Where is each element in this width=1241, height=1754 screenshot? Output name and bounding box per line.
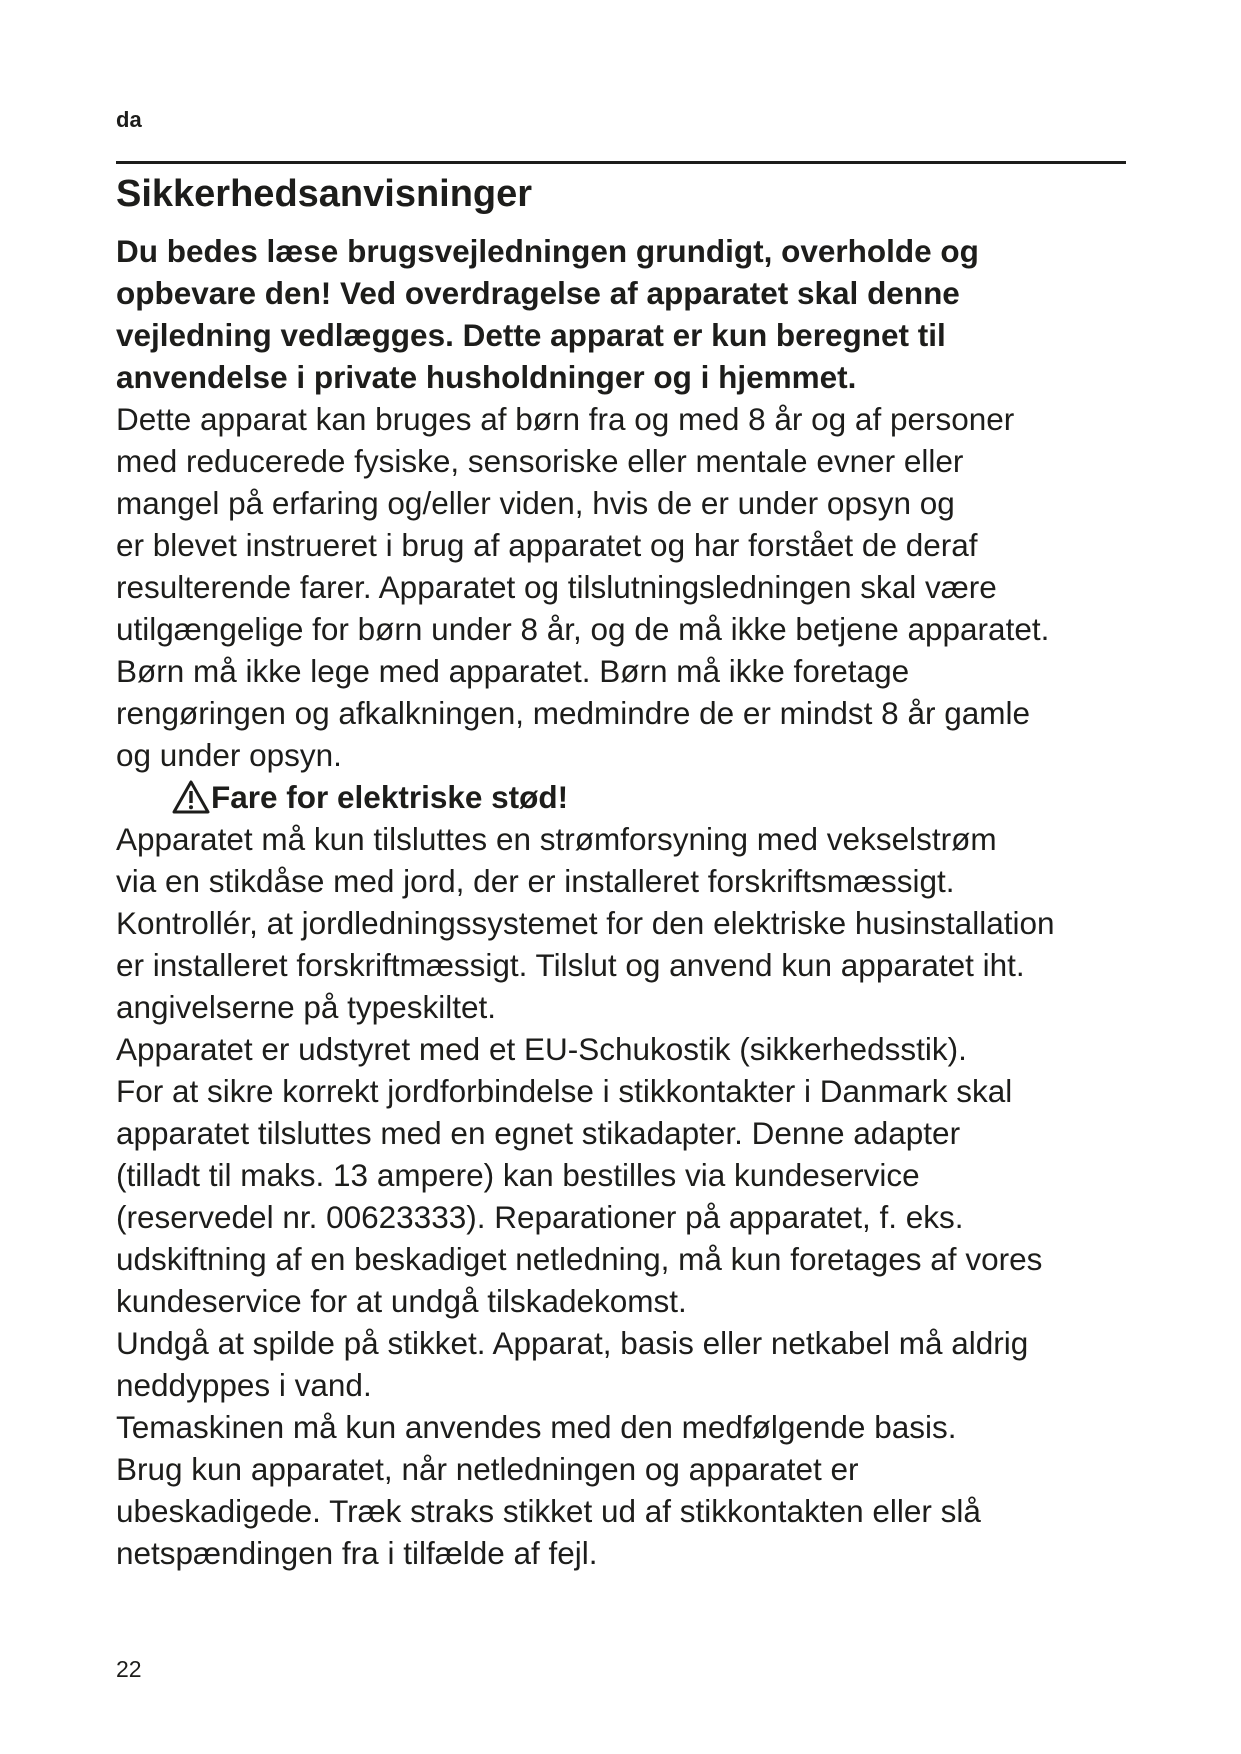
paragraph-line: neddyppes i vand. <box>116 1367 372 1403</box>
language-code: da <box>116 107 142 132</box>
warning-title: Fare for elektriske stød! <box>211 779 569 815</box>
section-title: Sikkerhedsanvisninger <box>116 173 533 215</box>
header-rule <box>116 161 1126 164</box>
safety-instructions-body <box>116 230 1136 1574</box>
paragraph-line: apparatet tilsluttes med en egnet stikadapter. Denne adapter <box>116 1115 961 1151</box>
paragraph-line: Apparatet må kun tilsluttes en strømforsyning med vekselstrøm <box>116 821 997 857</box>
paragraph-line: Temaskinen må kun anvendes med den medfølgende basis. <box>116 1409 957 1445</box>
paragraph-line: med reducerede fysiske, sensoriske eller mentale evner eller <box>116 443 964 479</box>
warning-triangle-icon <box>171 779 211 815</box>
paragraph-line: og under opsyn. <box>116 737 342 773</box>
paragraph-line: Apparatet er udstyret med et EU-Schukostik (sikkerhedsstik). <box>116 1031 967 1067</box>
paragraph-line: netspændingen fra i tilfælde af fejl. <box>116 1535 598 1571</box>
intro-line: vejledning vedlægges. Dette apparat er kun beregnet til <box>116 317 946 353</box>
intro-line: opbevare den! Ved overdragelse af apparatet skal denne <box>116 275 960 311</box>
paragraph-line: mangel på erfaring og/eller viden, hvis de er under opsyn og <box>116 485 955 521</box>
paragraph-line: kundeservice for at undgå tilskadekomst. <box>116 1283 687 1319</box>
intro-line: anvendelse i private husholdninger og i hjemmet. <box>116 359 857 395</box>
intro-bold-paragraph <box>116 230 1136 398</box>
paragraph-line: Kontrollér, at jordledningssystemet for den elektriske husinstallation <box>116 905 1055 941</box>
paragraph-line: angivelserne på typeskiltet. <box>116 989 496 1025</box>
paragraph-line: (reservedel nr. 00623333). Reparationer på apparatet, f. eks. <box>116 1199 964 1235</box>
paragraph-line: For at sikre korrekt jordforbindelse i stikkontakter i Danmark skal <box>116 1073 1013 1109</box>
paragraph-line: utilgængelige for børn under 8 år, og de må ikke betjene apparatet. <box>116 611 1050 647</box>
paragraph-line: Børn må ikke lege med apparatet. Børn må ikke foretage <box>116 653 910 689</box>
page-number: 22 <box>116 1656 142 1682</box>
paragraph-line: (tilladt til maks. 13 ampere) kan bestilles via kundeservice <box>116 1157 920 1193</box>
paragraph-line: udskiftning af en beskadiget netledning, må kun foretages af vores <box>116 1241 1043 1277</box>
electric-shock-warning <box>116 776 1136 818</box>
paragraph-line: Brug kun apparatet, når netledningen og apparatet er <box>116 1451 859 1487</box>
paragraph-line: Dette apparat kan bruges af børn fra og med 8 år og af personer <box>116 401 1015 437</box>
paragraph-line: er blevet instrueret i brug af apparatet og har forstået de deraf <box>116 527 978 563</box>
paragraph-line: er installeret forskriftmæssigt. Tilslut og anvend kun apparatet iht. <box>116 947 1025 983</box>
paragraph-line: ubeskadigede. Træk straks stikket ud af stikkontakten eller slå <box>116 1493 981 1529</box>
paragraph-line: resulterende farer. Apparatet og tilslutningsledningen skal være <box>116 569 997 605</box>
children-safety-paragraph <box>116 398 1136 776</box>
paragraph-line: Undgå at spilde på stikket. Apparat, basis eller netkabel må aldrig <box>116 1325 1029 1361</box>
intro-line: Du bedes læse brugsvejledningen grundigt, overholde og <box>116 233 979 269</box>
paragraph-line: via en stikdåse med jord, der er installeret forskriftsmæssigt. <box>116 863 955 899</box>
paragraph-line: rengøringen og afkalkningen, medmindre de er mindst 8 år gamle <box>116 695 1030 731</box>
electrical-safety-paragraph <box>116 818 1136 1574</box>
